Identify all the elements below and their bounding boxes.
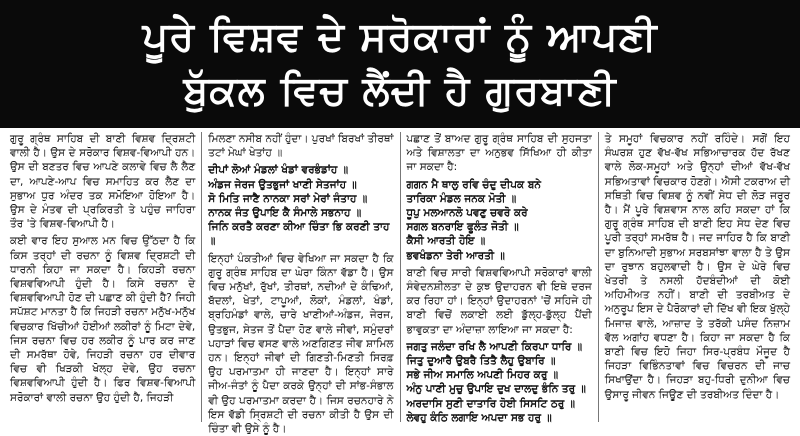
article-column-4 — [598, 132, 796, 422]
paragraph: ਇਨ੍ਹਾਂ ਪੰਕਤੀਆਂ ਵਿਚ ਵੇਖਿਆ ਜਾ ਸਕਦਾ ਹੈ ਕਿ ਗੁਰੂ ਗ੍ਰੰਥ ਸਾਹਿਬ ਦਾ ਘੇਰਾ ਕਿੰਨਾ ਵੱਡਾ ਹੈ। ਉਸ ਵਿਚ ਮਨੁੱਖਾਂ, ਰੁੱਖਾਂ, ਤੀਰਥਾਂ, ਨਦੀਆਂ ਦੇ ਕੰਢਿਆਂ, ਬੱਦਲਾਂ, ਖੇਤਾਂ, ਟਾਪੂਆਂ, ਲੋਕਾਂ, ਮੰਡਲਾਂ, ਖੰਡਾਂ, ਬ੍ਰਹਿਮੰਡਾਂ ਵਾਲੇ, ਚਾਰੇ ਖਾਣੀਆਂ-ਅੰਡਜ, ਜੇਰਜ, ਉਤਭੁਜ, ਸੇਤਜ ਤੋਂ ਪੈਦਾ ਹੋਣ ਵਾਲੇ ਜੀਵਾਂ, ਸਮੁੰਦਰਾਂ ਪਹਾੜਾਂ ਵਿਚ ਵਸਣ ਵਾਲੇ ਅਣਗਿਣਤ ਜੀਵ ਸ਼ਾਮਿਲ ਹਨ। ਇਨ੍ਹਾਂ ਜੀਵਾਂ ਦੀ ਗਿਣਤੀ-ਮਿਣਤੀ ਸਿਰਫ਼ ਉਹ ਪਰਮਾਤਮਾ ਹੀ ਜਾਣਦਾ ਹੈ। ਇਨ੍ਹਾਂ ਸਾਰੇ ਜੀਅ-ਜੰਤਾਂ ਨੂੰ ਪੈਦਾ ਕਰਕੇ ਉਨ੍ਹਾਂ ਦੀ ਸਾਂਭ-ਸੰਭਾਲ ਵੀ ਉਹ ਪਰਮਾਤਮਾ ਕਰਦਾ ਹੈ। ਜਿਸ ਰਚਨਹਾਰੇ ਨੇ ਇਸ ਵੱਡੀ ਸ੍ਰਿਸ਼ਟੀ ਦੀ ਰਚਨਾ ਕੀਤੀ ਹੈ ਉਸ ਦੀ ਚਿੰਤਾ ਵੀ ਉਸੇ ਨੂੰ ਹੈ। — [208, 252, 394, 436]
verse-line: ਕੈਸੀ ਆਰਤੀ ਹੋਇ ॥ — [406, 235, 486, 248]
headline-line-1: ਪੂਰੇ ਵਿਸ਼ਵ ਦੇ ਸਰੋਕਾਰਾਂ ਨੂੰ ਆਪਣੀ — [142, 14, 658, 60]
verse-line: ਧੂਪੁ ਮਲਆਨਲੋ ਪਵਣੁ ਚਵਰੋ ਕਰੇ — [406, 207, 528, 220]
verse-line: ਅਰਦਾਸਿ ਸੁਣੀ ਦਾਤਾਰਿ ਹੋਈ ਸਿਸਟਿ ਠਰੁ ॥ — [406, 397, 576, 410]
verse-block — [407, 340, 592, 425]
paragraph: ਤੇ ਸਮੂਹਾਂ ਵਿਚਕਾਰ ਨਹੀਂ ਰਹਿੰਦੇ। ਸਗੋਂ ਇਹ ਸੰਘਰਸ਼ ਹੁਣ ਵੱਖ-ਵੱਖ ਸਭਿਆਚਾਰਕ ਹੱਦ ਰੱਖਣ ਵਾਲੇ ਲੋਕ-ਸਮੂਹਾਂ ਅਤੇ ਉਨ੍ਹਾਂ ਦੀਆਂ ਵੱਖ-ਵੱਖ ਸਭਿਅਤਾਵਾਂ ਵਿਚਕਾਰ ਹੋਣਗੇ। ਐਸੀ ਟਕਰਾਅ ਦੀ ਸਥਿਤੀ ਵਿਚ ਵਿਸ਼ਵ ਨੂੰ ਨਵੀਂ ਸੇਧ ਦੀ ਲੋੜ ਜਰੂਰ ਹੈ। ਮੈਂ ਪੂਰੇ ਵਿਸ਼ਵਾਸ ਨਾਲ ਕਹਿ ਸਕਦਾ ਹਾਂ ਕਿ ਗੁਰੂ ਗ੍ਰੰਥ ਸਾਹਿਬ ਦੀ ਬਾਣੀ ਇਹ ਸੇਧ ਦੇਣ ਵਿਚ ਪੂਰੀ ਤਰ੍ਹਾਂ ਸਮਰੱਥ ਹੈ। ਜਦ ਜਾਹਿਰ ਹੈ ਕਿ ਬਾਣੀ ਦਾ ਬੁਨਿਆਦੀ ਸੁਭਾਅ ਸਰਬਸਾਂਝਾ ਵਾਲਾ ਹੈ ਤੇ ਉਸ ਦਾ ਰੁਝਾਨ ਬਹੁਲਵਾਦੀ ਹੈ। ਉਸ ਦੇ ਘੇਰੇ ਵਿਚ ਖੇਤਰੀ ਤੇ ਨਸਲੀ ਹੱਦਬੰਦੀਆਂ ਦੀ ਕੋਈ ਅਹਿਮੀਅਤ ਨਹੀਂ। ਬਾਣੀ ਦੀ ਤਰਬੀਅਤ ਦੇ ਅਨੁਰੂਪ ਇਸ ਦੇ ਪੈਰੋਕਾਰਾਂ ਦੀ ਦਿੱਖ ਵੀ ਇਕ ਖੁੱਲ੍ਹੇ ਮਿਜਾਜ਼ ਵਾਲੇ, ਆਜ਼ਾਦ ਤੇ ਤਰੱਕੀ ਪਸੰਦ ਨਿਜ਼ਾਮ ਵੱਲ ਅਗਾਂਹ ਵਧਣਾ ਹੈ। ਕਿਹਾ ਜਾ ਸਕਦਾ ਹੈ ਕਿ ਬਾਣੀ ਵਿਚ ਇਹੋ ਜਿਹਾ ਸਿਰ-ਪ੍ਰਬੰਧ ਮੌਜੂਦ ਹੈ ਜਿਹੜਾ ਵਿਭਿੰਨਤਾਵਾਂ ਵਿਚ ਵਿਚਰਨ ਦੀ ਜਾਚ ਸਿਖਾਉਂਦਾ ਹੈ। ਜਿਹੜਾ ਬਹੁ-ਧਿਰੀ ਦੁਨੀਆ ਵਿਚ ਉਸਾਰੂ ਜੀਵਨ ਜਿਊਣ ਦੀ ਤਰਬੀਅਤ ਦਿੰਦਾ ਹੈ। — [604, 133, 790, 401]
verse-line: ਗਗਨ ਮੈ ਥਾਲੁ ਰਵਿ ਚੰਦੁ ਦੀਪਕ ਬਨੇ — [406, 178, 541, 191]
headline-line-2: ਬੁੱਕਲ ਵਿਚ ਲੈਂਦੀ ਹੈ ਗੁਰਬਾਣੀ — [183, 68, 617, 114]
paragraph: ਪਛਾਣ ਤੋਂ ਬਾਅਦ ਗੁਰੂ ਗ੍ਰੰਥ ਸਾਹਿਬ ਦੀ ਸੁਹਜਤਾ ਅਤੇ ਵਿਸ਼ਾਲਤਾ ਦਾ ਅਨੁਭਵ ਸਿੱਖਿਆ ਹੀ ਕੀਤਾ ਜਾ ਸਕਦਾ ਹੈ: — [406, 133, 592, 174]
verse-line: ਲੇਵਹੁ ਕੰਠਿ ਲਗਾਇ ਅਪਦਾ ਸਭ ਹਰੁ ॥ — [406, 411, 552, 424]
headline-banner — [0, 0, 800, 128]
verse-line: ਨਾਨਕ ਜੰਤ ਉਪਾਇ ਕੈ ਸੰਮਾਲੇ ਸਭਨਾਹ ॥ — [208, 207, 362, 220]
verse-block — [407, 178, 592, 263]
paragraph: ਬਾਣੀ ਵਿਚ ਸਾਰੀ ਵਿਸ਼ਵਵਿਆਪੀ ਸਰੋਕਾਰਾਂ ਵਾਲੀ ਸੰਵੇਦਨਸ਼ੀਲਤਾ ਦੇ ਕੁਝ ਉਦਾਹਰਨ ਵੀ ਇਥੇ ਦਰਜ ਕਰ ਰਿਹਾ ਹਾਂ। ਇਨ੍ਹਾਂ ਉਦਾਹਰਨਾਂ 'ਚੋਂ ਸਹਿਜੇ ਹੀ ਬਾਣੀ ਵਿਚੋਂ ਲਕਾਈ ਲਈ ਡੁੱਲ੍ਹ-ਡੁੱਲ੍ਹ ਪੈਂਦੀ ਭਾਵੁਕਤਾ ਦਾ ਅੰਦਾਜ਼ਾ ਲਾਇਆ ਜਾ ਸਕਦਾ ਹੈ: — [406, 266, 592, 336]
verse-line: ਜਿਤੁ ਦੁਆਰੈ ਉਬਰੈ ਤਿਤੈ ਲੈਹੁ ਉਬਾਰਿ ॥ — [406, 355, 556, 368]
verse-line: ਜਗਤੁ ਜਲੰਦਾ ਰਖਿ ਲੈ ਆਪਣੀ ਕਿਰਪਾ ਧਾਰਿ ॥ — [406, 340, 583, 353]
paragraph: ਕਈ ਵਾਰ ਇਹ ਸੁਆਲ ਮਨ ਵਿਚ ਉੱਠਦਾ ਹੈ ਕਿ ਕਿਸ ਤਰ੍ਹਾਂ ਦੀ ਰਚਨਾ ਨੂੰ ਵਿਸ਼ਵ ਦ੍ਰਿਸ਼ਟੀ ਦੀ ਧਾਰਨੀ ਕਿਹਾ ਜਾ ਸਕਦਾ ਹੈ। ਕਿਹੜੀ ਰਚਨਾ ਵਿਸ਼ਵਵਿਆਪੀ ਹੁੰਦੀ ਹੈ। ਕਿਸੇ ਰਚਨਾ ਦੇ ਵਿਸ਼ਵਵਿਆਪੀ ਹੋਣ ਦੀ ਪਛਾਣ ਕੀ ਹੁੰਦੀ ਹੈ? ਜਿਹੀ ਸਪੱਸ਼ਟ ਮਾਨਤਾ ਹੈ ਕਿ ਜਿਹੜੀ ਰਚਨਾ ਮਨੁੱਖ-ਮਨੁੱਖ ਵਿਚਕਾਰ ਖਿੱਚੀਆਂ ਹੋਈਆਂ ਲਕੀਰਾਂ ਨੂੰ ਮਿਟਾ ਦੇਵੇ, ਜਿਸ ਰਚਨਾ ਵਿਚ ਹਰ ਲਕੀਰ ਨੂੰ ਪਾਰ ਕਰ ਜਾਣ ਦੀ ਸਮਰੱਥਾ ਹੋਵੇ, ਜਿਹੜੀ ਰਚਨਾ ਹਰ ਦੀਵਾਰ ਵਿਚ ਵੀ ਖਿੜਕੀ ਖੋਲ੍ਹ ਦੇਵੇ, ਉਹ ਰਚਨਾ ਵਿਸ਼ਵਵਿਆਪੀ ਹੁੰਦੀ ਹੈ। ਫਿਰ ਵਿਸ਼ਵ-ਵਿਆਪੀ ਸਰੋਕਾਰਾਂ ਵਾਲੀ ਰਚਨਾ ਉਹ ਹੁੰਦੀ ਹੈ, ਜਿਹੜੀ — [10, 235, 196, 404]
article-column-2 — [201, 132, 399, 436]
article-column-3 — [400, 132, 598, 422]
article-column-1 — [4, 132, 201, 422]
paragraph: ਗੁਰੂ ਗ੍ਰੰਥ ਸਾਹਿਬ ਦੀ ਬਾਣੀ ਵਿਸ਼ਵ ਦ੍ਰਿਸ਼ਟੀ ਵਾਲੀ ਹੈ। ਉਸ ਦੇ ਸਰੋਕਾਰ ਵਿਸ਼ਵ-ਵਿਆਪੀ ਹਨ। ਉਸ ਦੀ ਬਣਤਰ ਵਿਚ ਆਪਣੇ ਕਲਾਵੇ ਵਿਚ ਲੈ ਲੈਣ ਦਾ, ਆਪਣੇ-ਆਪ ਵਿਚ ਸਮਾਹਿਤ ਕਰ ਲੈਣ ਦਾ ਸੁਭਾਅ ਧੁਰ ਅੰਦਰ ਤਕ ਸਮੋਇਆ ਹੋਇਆ ਹੈ। ਉਸ ਦੇ ਮੰਤਵ ਦੀ ਪ੍ਰਕਿਰਤੀ ਤੇ ਪਹੁੰਚ ਜਾਹਿਰਾ ਤੌਰ 'ਤੇ ਵਿਸ਼ਵ-ਵਿਆਪੀ ਹੈ। — [10, 133, 196, 231]
article-columns — [0, 128, 800, 436]
verse-line: ਤਾਰਿਕਾ ਮੰਡਲ ਜਨਕ ਮੋਤੀ ॥ — [406, 192, 517, 205]
verse-line: ਭਵਖੰਡਨਾ ਤੇਰੀ ਆਰਤੀ ॥ — [406, 249, 505, 262]
verse-block — [208, 163, 393, 248]
verse-line: ਜਿਨਿ ਕਰਤੈ ਕਰਣਾ ਕੀਆ ਚਿੰਤਾ ਭਿ ਕਰਣੀ ਤਾਹ ॥ — [208, 221, 390, 248]
verse-line: ਸੋ ਮਿਤਿ ਜਾਣੈ ਨਾਨਕਾ ਸਰਾਂ ਮੇਰਾਂ ਜੰਤਾਹ ॥ — [208, 192, 368, 205]
verse-line: ਅੰਡਜ ਜੇਰਜ ਉਤਭੁਜਾਂ ਖਾਣੀ ਸੇਤਜਾਂਹ ॥ — [208, 178, 357, 191]
verse-line: ਦੀਪਾਂ ਲੋਆਂ ਮੰਡਲਾਂ ਖੰਡਾਂ ਵਰਭੰਡਾਂਹ ॥ — [208, 164, 349, 177]
paragraph: ਮਿਲਣਾ ਨਸੀਬ ਨਹੀਂ ਹੁੰਦਾ। ਪੁਰਖਾਂ ਬਿਰਖਾਂ ਤੀਰਥਾਂ ਤਟਾਂ ਮੇਘਾਂ ਖੇਤਾਂਹ ॥ — [208, 133, 394, 160]
verse-line: ਅੰਨੁ ਪਾਣੀ ਮੁਚੁ ਉਪਾਇ ਦੁਖ ਦਾਲਦੁ ਭੰਨਿ ਤਰੁ ॥ — [406, 383, 586, 396]
verse-line: ਸਭੇ ਜੀਅ ਸਮਾਲਿ ਅਪਣੀ ਮਿਹਰ ਕਰੁ ॥ — [406, 369, 559, 382]
verse-line: ਸਗਲ ਬਨਰਾਇ ਫੂਲੰਤ ਜੋਤੀ ॥ — [406, 221, 519, 234]
